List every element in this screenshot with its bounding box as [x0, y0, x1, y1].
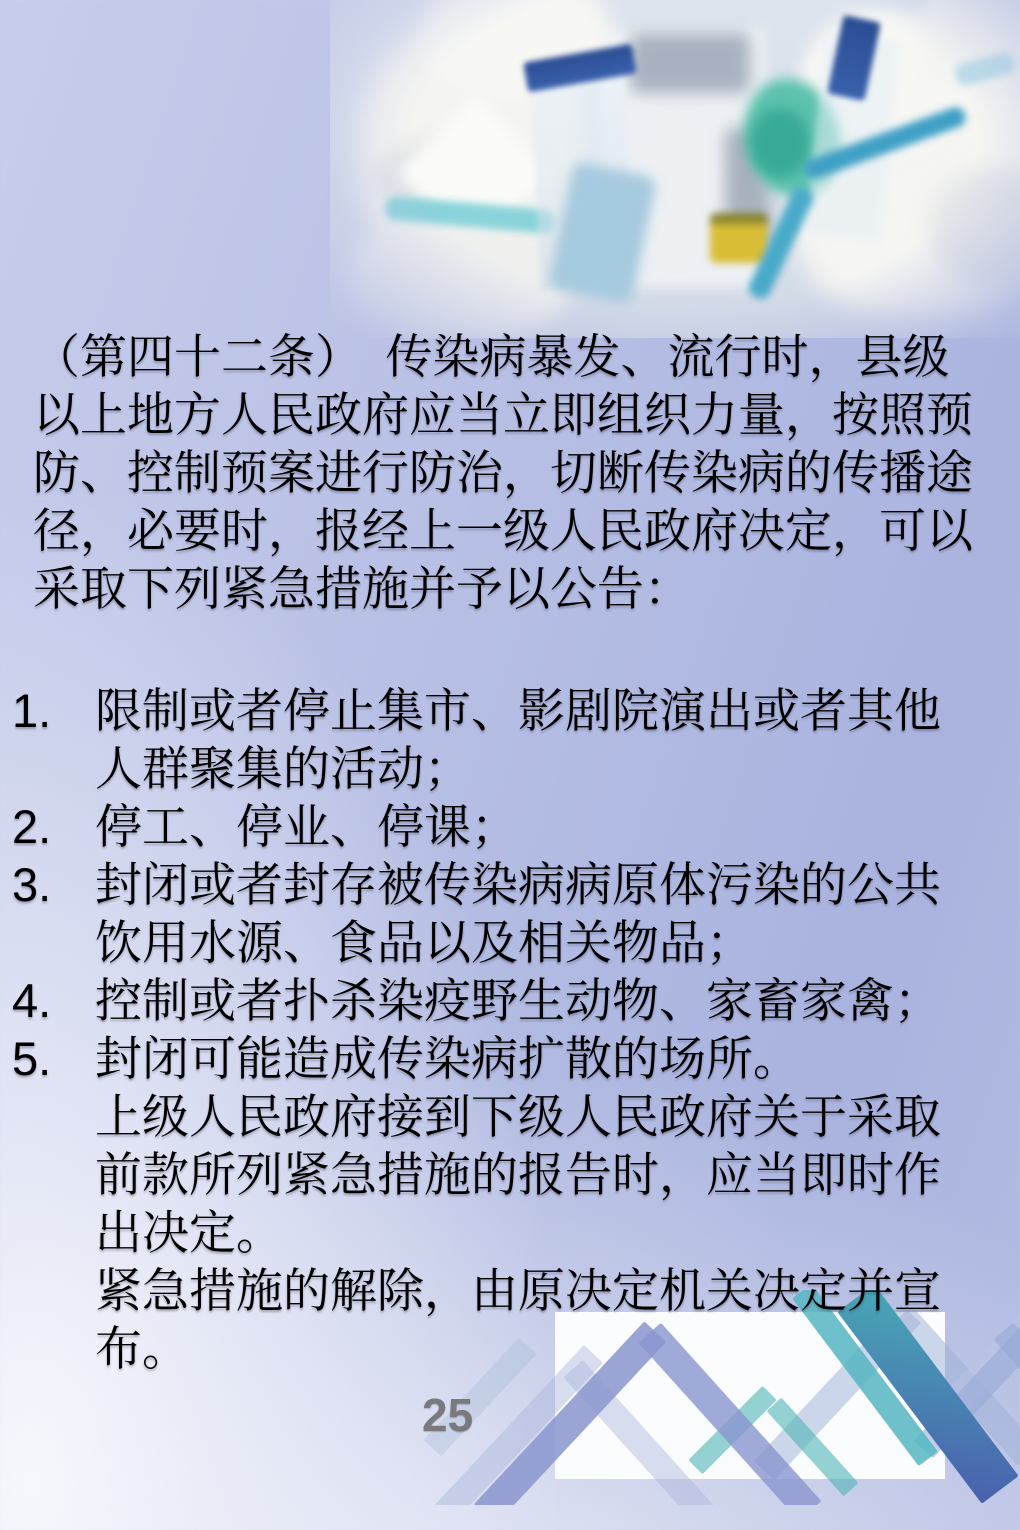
list-item-number: 2. — [12, 800, 52, 853]
list-item-line: 限制或者停止集市、影剧院演出或者其他 — [95, 684, 941, 737]
list-item-line: 出决定。 — [95, 1206, 283, 1259]
list-item-line: 封闭可能造成传染病扩散的场所。 — [95, 1032, 800, 1085]
list-item — [12, 972, 1012, 1030]
list-item-line: 人群聚集的活动； — [95, 742, 471, 795]
list-item — [12, 682, 1012, 798]
right-teal-mask — [750, 108, 810, 178]
article-line: 以上地方人民政府应当立即组织力量，按照预 — [33, 388, 973, 441]
measures-list — [12, 682, 1012, 1378]
article-line: （第四十二条） 传染病暴发、流行时，县级 — [33, 330, 950, 383]
list-item-number: 5. — [12, 1032, 52, 1085]
article-line: 径，必要时，报经上一级人民政府决定，可以 — [33, 504, 973, 557]
yellow-bucket — [710, 213, 768, 263]
list-item — [12, 856, 1012, 972]
list-item-line: 封闭或者封存被传染病病原体污染的公共 — [95, 858, 941, 911]
list-item — [12, 798, 1012, 856]
list-item-number: 4. — [12, 974, 52, 1027]
list-item-line: 上级人民政府接到下级人民政府关于采取 — [95, 1090, 941, 1143]
list-item-line: 紧急措施的解除，由原决定机关决定并宣 — [95, 1264, 941, 1317]
list-item-line: 前款所列紧急措施的报告时，应当即时作 — [95, 1148, 941, 1201]
list-item-line: 饮用水源、食品以及相关物品； — [95, 916, 753, 969]
list-item — [12, 1030, 1012, 1378]
article-line: 防、控制预案进行防治，切断传染病的传播途 — [33, 446, 973, 499]
interior-shelf-blur — [630, 33, 750, 93]
list-item-line: 控制或者扑杀染疫野生动物、家畜家禽； — [95, 974, 941, 1027]
page-number: 25 — [422, 1389, 474, 1441]
list-item-line: 布。 — [95, 1322, 189, 1375]
article-line: 采取下列紧急措施并予以公告： — [33, 562, 691, 615]
ppe-workers-photo — [330, 0, 1020, 338]
list-item-number: 1. — [12, 684, 52, 737]
list-item-number: 3. — [12, 858, 52, 911]
list-item-line: 停工、停业、停课； — [95, 800, 518, 853]
article-paragraph — [33, 328, 1003, 618]
